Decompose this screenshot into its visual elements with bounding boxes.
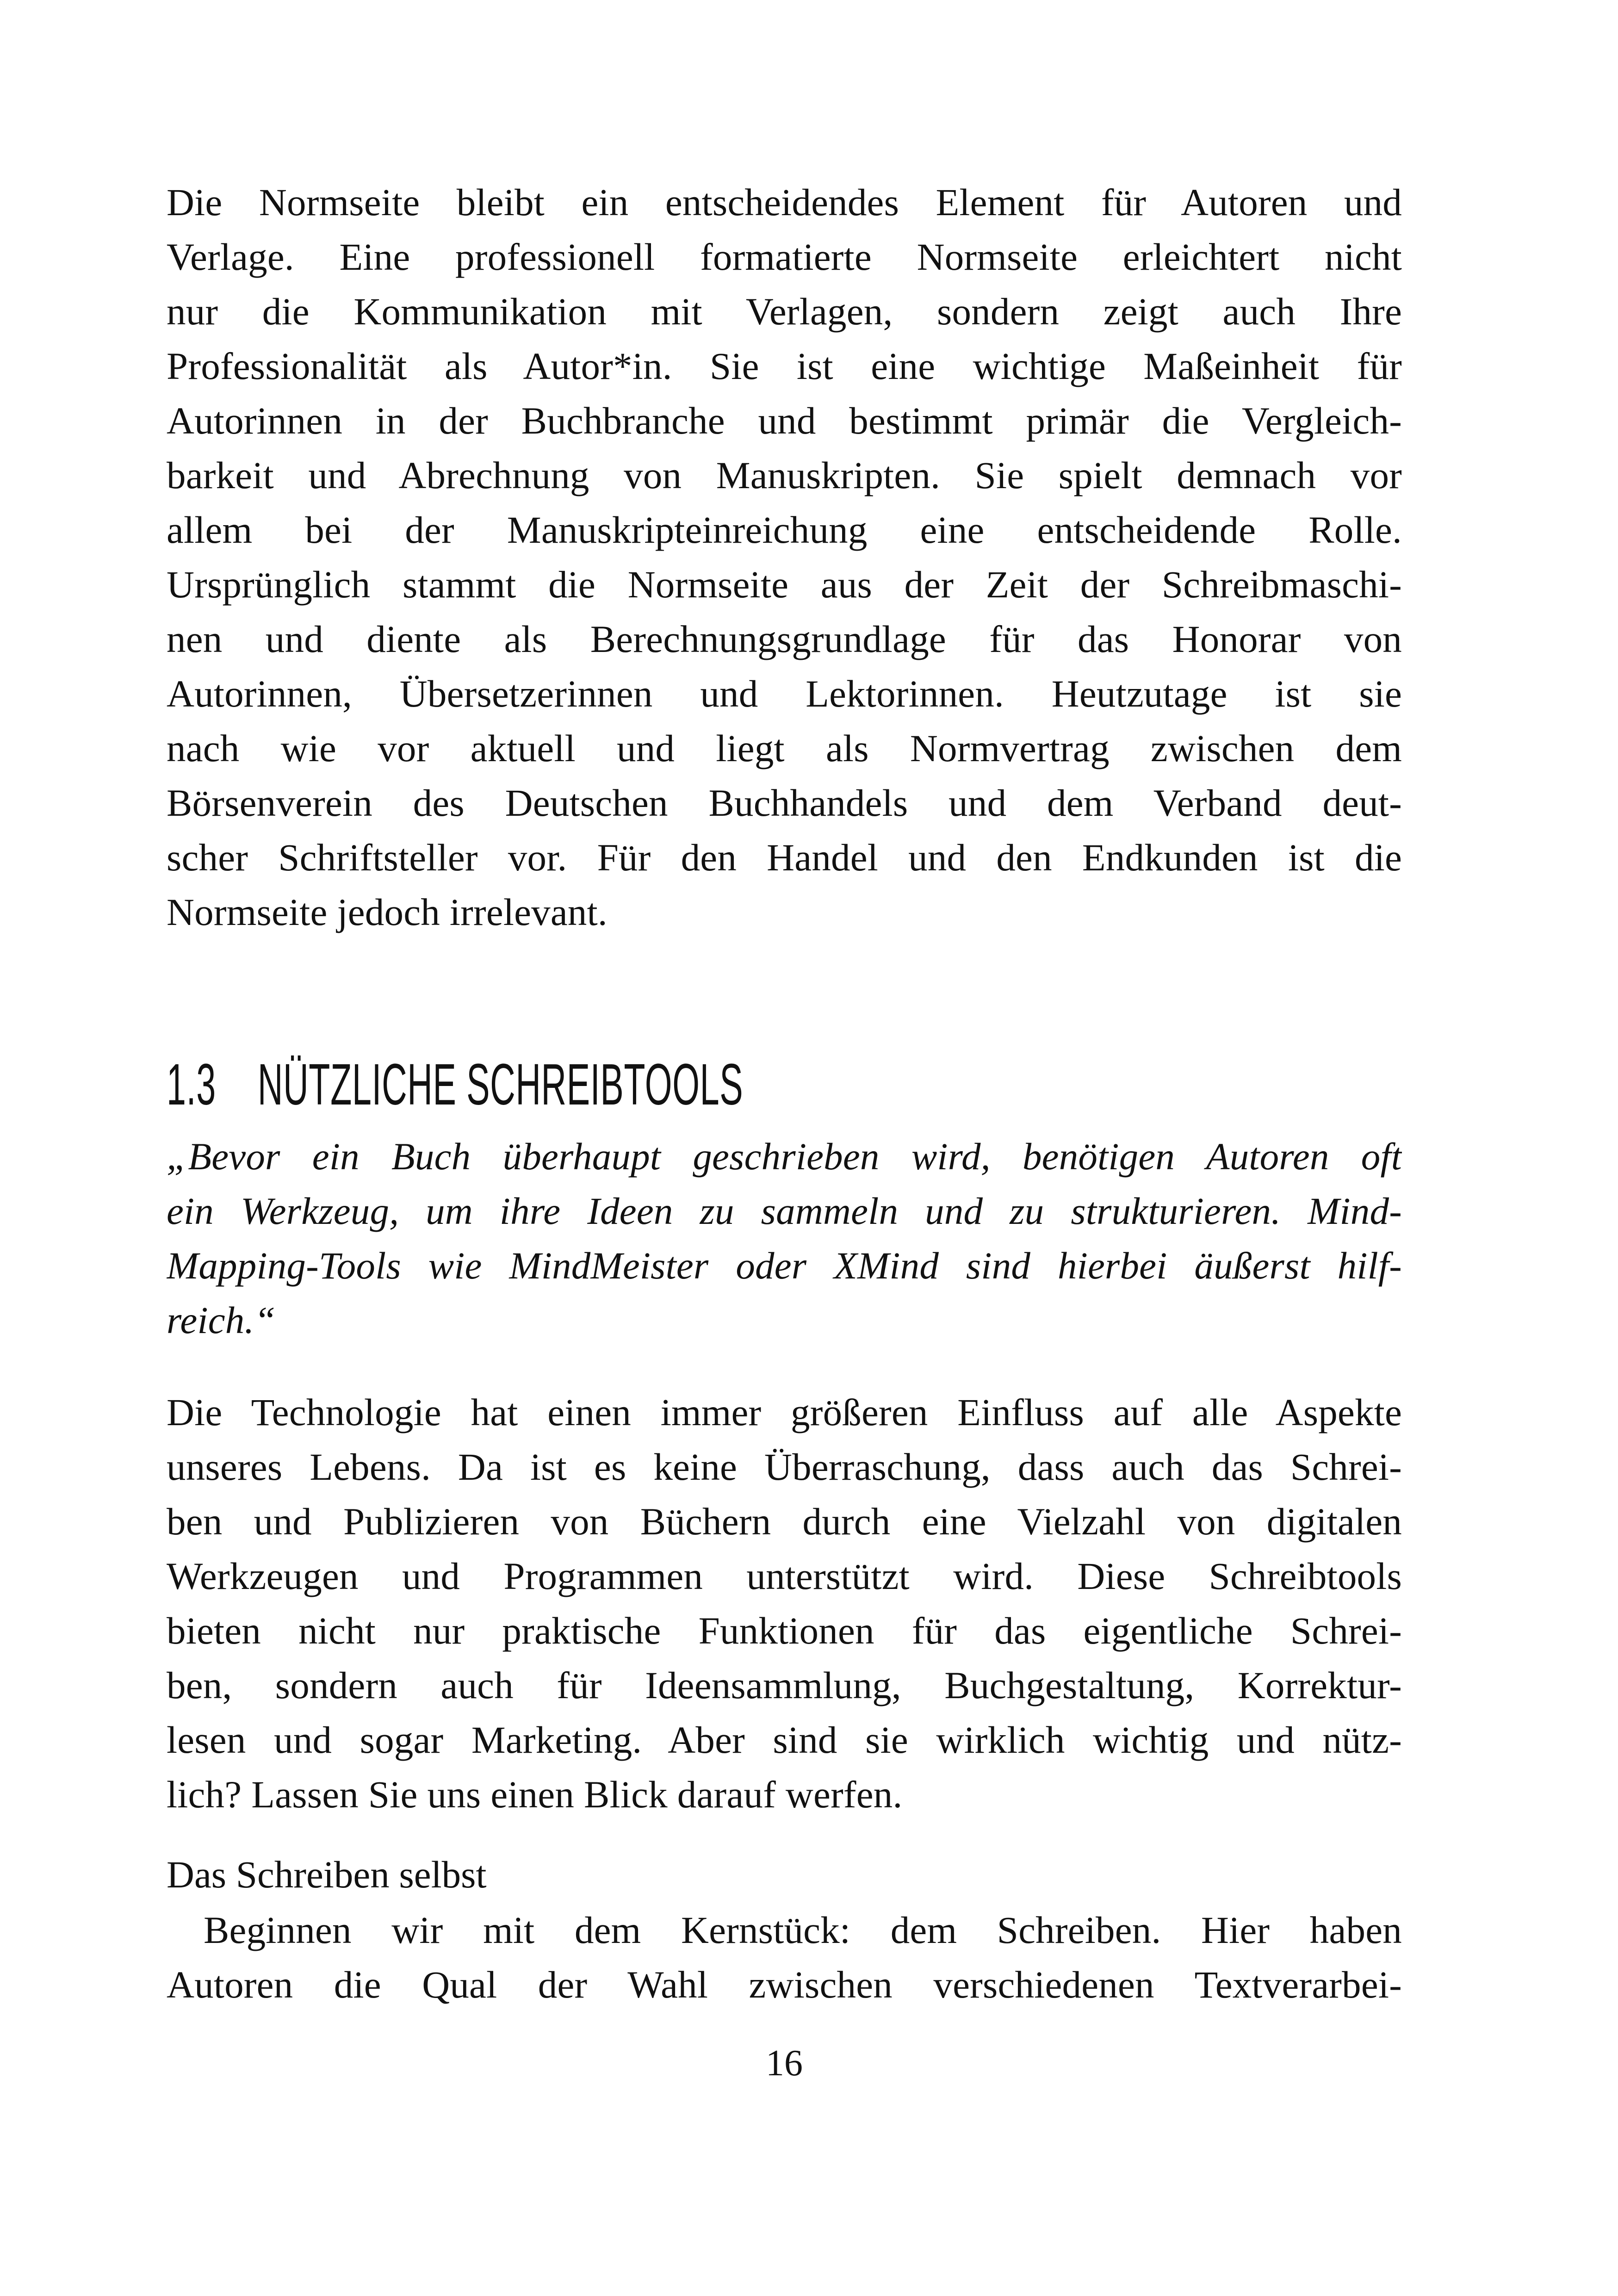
paragraph-normseite [167,175,1402,939]
paragraph-schreiben [167,1903,1402,2012]
text-line: reich.“ [167,1299,276,1341]
lead-in-das-schreiben: Das Schreiben selbst [167,1853,487,1896]
text-line: nen und diente als Berechnungsgrundlage für das Honorar von [167,618,1402,660]
text-line: Die Technologie hat einen immer größeren Einfluss auf alle Aspekte [167,1391,1402,1433]
section-heading [167,1051,908,1118]
text-line: „Bevor ein Buch überhaupt geschrieben wird, benötigen Autoren oft [167,1135,1402,1178]
quote-paragraph [167,1129,1402,1347]
text-line: Verlage. Eine professionell formatierte Normseite erleichtert nicht [167,236,1402,278]
text-line: Autorinnen in der Buchbranche und bestimmt primär die Vergleich- [167,399,1402,442]
text-line: lesen und sogar Marketing. Aber sind sie wirklich wichtig und nütz- [167,1719,1402,1761]
section-title: NÜTZLICHE SCHREIBTOOLS [257,1052,744,1117]
text-line: Professionalität als Autor*in. Sie ist eine wichtige Maßeinheit für [167,345,1402,387]
text-line: lich? Lassen Sie uns einen Blick darauf werfen. [167,1773,903,1816]
text-line: Ursprünglich stammt die Normseite aus der Zeit der Schreibmaschi- [167,563,1402,606]
text-line: Werkzeugen und Programmen unterstützt wird. Diese Schreibtools [167,1555,1402,1597]
page-number: 16 [766,2043,803,2084]
text-line: nur die Kommunikation mit Verlagen, sondern zeigt auch Ihre [167,290,1402,333]
text-line: Autoren die Qual der Wahl zwischen verschiedenen Textverarbei- [167,1963,1402,2006]
text-line: Normseite jedoch irrelevant. [167,891,608,933]
text-line: ben und Publizieren von Büchern durch eine Vielzahl von digitalen [167,1500,1402,1543]
paragraph-technologie [167,1385,1402,1822]
text-line: unseres Lebens. Da ist es keine Überraschung, dass auch das Schrei- [167,1446,1402,1488]
text-line: Beginnen wir mit dem Kernstück: dem Schreiben. Hier haben [204,1909,1402,1951]
text-line: ein Werkzeug, um ihre Ideen zu sammeln und zu strukturieren. Mind- [167,1190,1402,1232]
text-line: scher Schriftsteller vor. Für den Handel und den Endkunden ist die [167,836,1402,879]
text-line: bieten nicht nur praktische Funktionen für das eigentliche Schrei- [167,1609,1402,1652]
section-number: 1.3 [167,1052,216,1117]
text-line: Mapping-Tools wie MindMeister oder XMind sind hierbei äußerst hilf- [167,1244,1402,1287]
text-line: allem bei der Manuskripteinreichung eine entscheidende Rolle. [167,509,1402,551]
text-line: barkeit und Abrechnung von Manuskripten. Sie spielt demnach vor [167,454,1402,496]
text-line: Börsenverein des Deutschen Buchhandels und dem Verband deut- [167,782,1402,824]
text-line: Die Normseite bleibt ein entscheidendes Element für Autoren und [167,181,1402,223]
text-line: Autorinnen, Übersetzerinnen und Lektorinnen. Heutzutage ist sie [167,672,1402,715]
text-line: nach wie vor aktuell und liegt als Normvertrag zwischen dem [167,727,1402,769]
text-line: ben, sondern auch für Ideensammlung, Buchgestaltung, Korrektur- [167,1664,1402,1706]
